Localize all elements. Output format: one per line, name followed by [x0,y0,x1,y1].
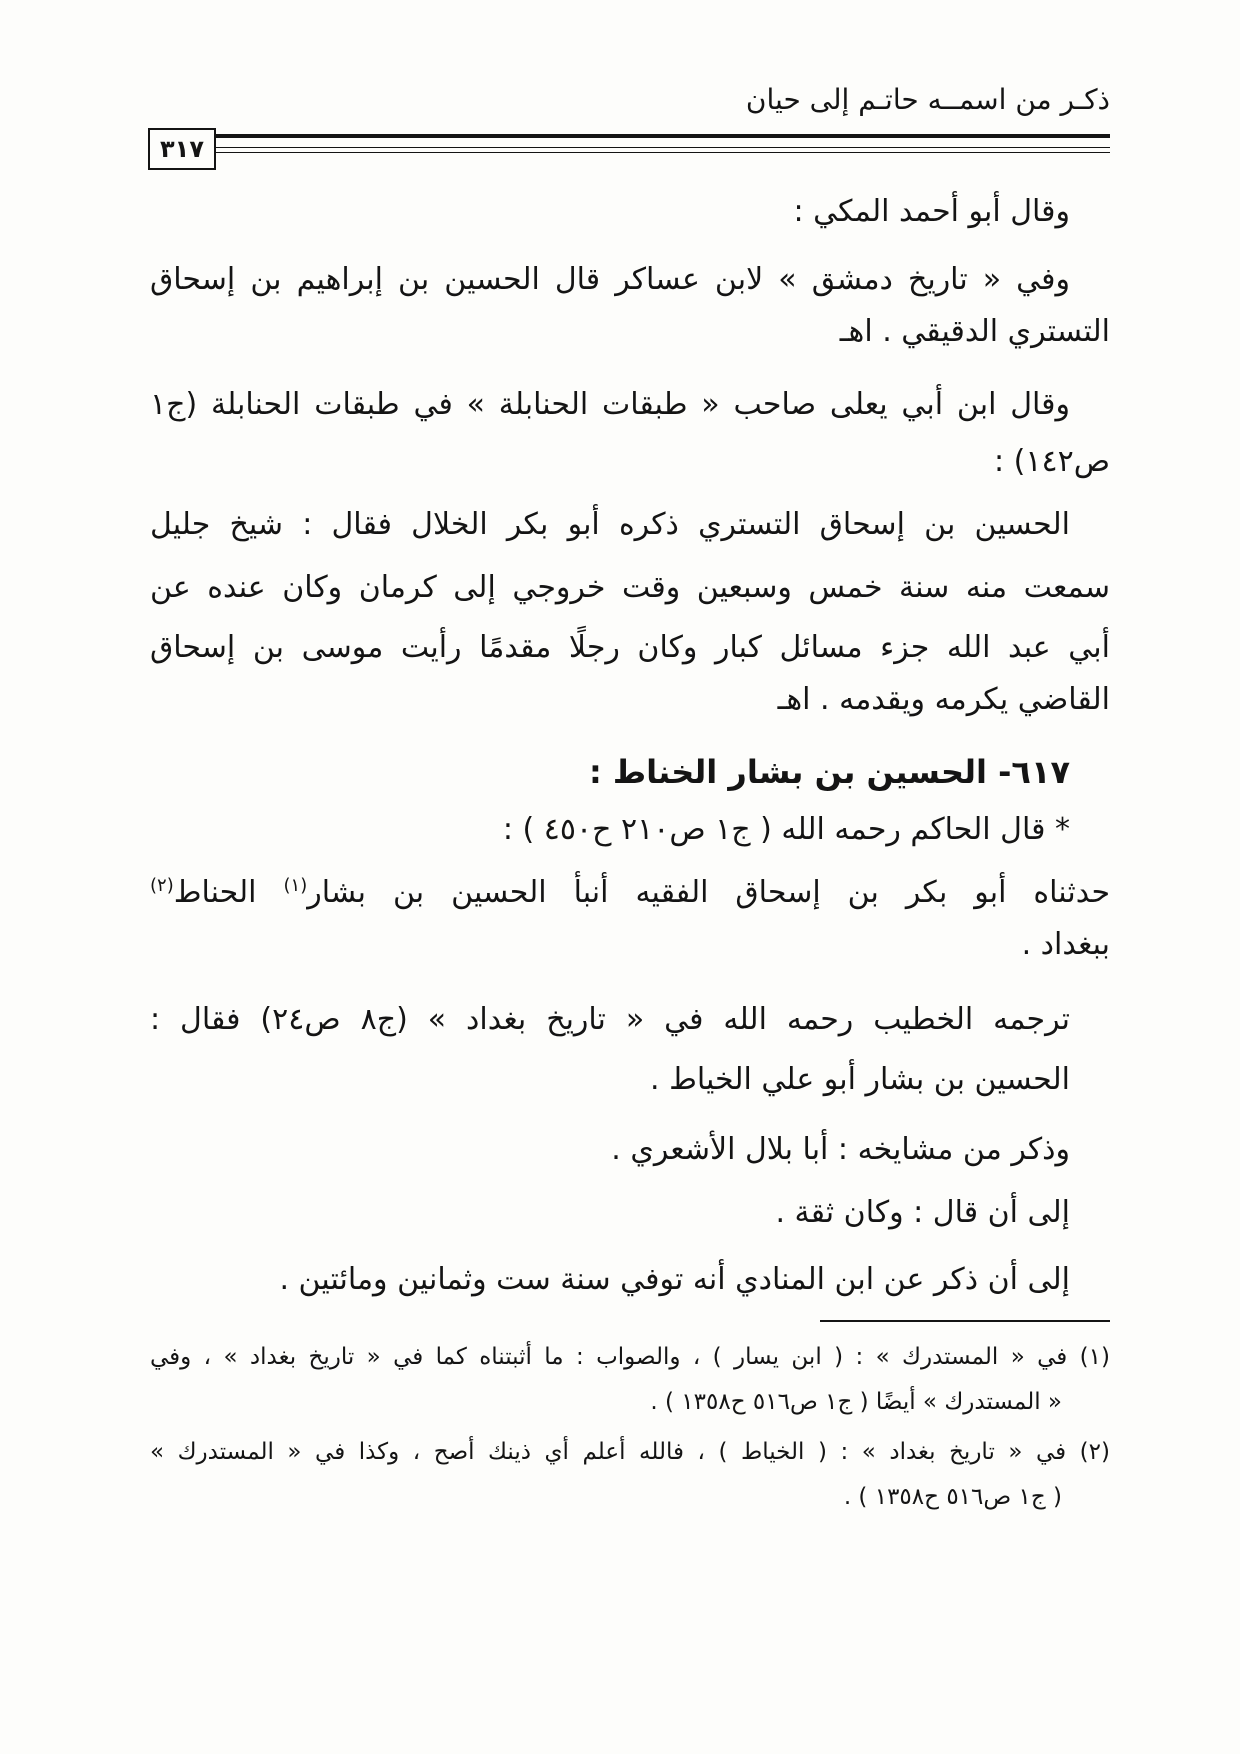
header-rule [214,134,1110,148]
header-rule-thin [214,152,1110,153]
body-line: سمعت منه سنة خمس وسبعين وقت خروجي إلى كرمان وكان عنده عن [150,570,1110,605]
footnote-line: (١) في « المستدرك » : ( ابن يسار ) ، والصواب : ما أثبتناه كما في « تاريخ بغداد » ، وفي [150,1344,1110,1370]
body-line: التستري الدقيقي . اهـ [839,314,1110,349]
isnad-text: الحناط [173,875,284,910]
body-line: أبي عبد الله جزء مسائل كبار وكان رجلًا مقدمًا رأيت موسى بن إسحاق [150,630,1110,665]
body-line: وقال ابن أبي يعلى صاحب « طبقات الحنابلة » في طبقات الحنابلة (ج١ [150,387,1070,422]
body-line: القاضي يكرمه ويقدمه . اهـ [777,682,1110,717]
entry-heading: ٦١٧- الحسين بن بشار الخناط : [588,753,1070,791]
footnote-line: ( ج١ ص٥١٦ ح١٣٥٨ ) . [843,1484,1062,1510]
running-title: ذكـر من اسمــه حاتـم إلى حيان [745,83,1110,116]
body-line: الحسين بن إسحاق التستري ذكره أبو بكر الخلال فقال : شيخ جليل [150,507,1070,542]
body-line: وقال أبو أحمد المكي : [793,194,1070,229]
isnad-text: حدثناه أبو بكر بن إسحاق الفقيه أنبأ الحسين بن بشار [307,875,1110,910]
footnote-ref-2: (٢) [150,875,174,896]
page-number: ٣١٧ [148,128,216,170]
footnote-ref-1: (١) [283,875,308,896]
footnote-line: (٢) في « تاريخ بغداد » : ( الخياط ) ، فالله أعلم أي ذينك أصح ، وكذا في « المستدرك » [150,1439,1110,1465]
body-line: إلى أن قال : وكان ثقة . [775,1195,1070,1230]
body-line: وفي « تاريخ دمشق » لابن عساكر قال الحسين بن إبراهيم بن إسحاق [150,262,1070,297]
footnote-separator [820,1320,1110,1322]
body-line: ص١٤٢) : [994,444,1110,479]
footnote-line: « المستدرك » أيضًا ( ج١ ص٥١٦ ح١٣٥٨ ) . [650,1389,1062,1415]
body-line: الحسين بن بشار أبو علي الخياط . [650,1062,1070,1097]
isnad-line [150,867,1110,919]
body-line: إلى أن ذكر عن ابن المنادي أنه توفي سنة ست وثمانين ومائتين . [279,1262,1070,1297]
body-line: ببغداد . [1021,927,1110,962]
body-line: ترجمه الخطيب رحمه الله في « تاريخ بغداد » (ج٨ ص٢٤) فقال : [150,1002,1070,1037]
hakim-citation-line: * قال الحاكم رحمه الله ( ج١ ص٢١٠ ح٤٥٠ ) : [502,812,1070,847]
body-line: وذكر من مشايخه : أبا بلال الأشعري . [611,1132,1070,1167]
